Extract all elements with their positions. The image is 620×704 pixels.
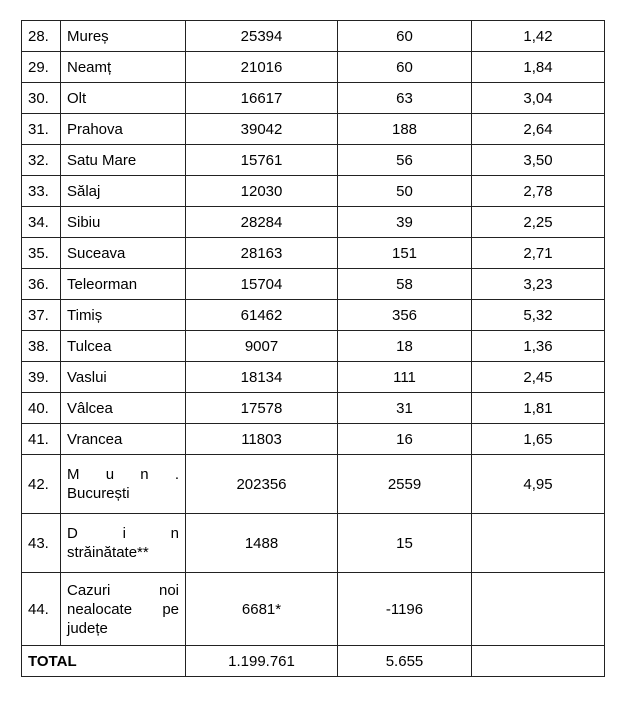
table-row <box>22 176 605 207</box>
county-name: Tulcea <box>61 331 186 362</box>
row-number: 31. <box>22 114 61 145</box>
table-row <box>22 21 605 52</box>
county-cases-table <box>21 20 605 677</box>
table-row <box>22 52 605 83</box>
total-cases: 28284 <box>186 207 338 238</box>
new-cases: 151 <box>338 238 472 269</box>
incidence-rate: 1,42 <box>472 21 605 52</box>
county-name-line1: Cazuri noi <box>67 581 179 599</box>
total-cases: 39042 <box>186 114 338 145</box>
total-cases: 6681* <box>186 573 338 646</box>
new-cases: 16 <box>338 424 472 455</box>
table-row-44 <box>22 573 605 646</box>
table-body <box>22 21 605 677</box>
row-number: 30. <box>22 83 61 114</box>
total-cases: 1488 <box>186 514 338 573</box>
row-number: 34. <box>22 207 61 238</box>
incidence-rate: 2,78 <box>472 176 605 207</box>
new-cases-sum: 5.655 <box>338 646 472 677</box>
new-cases: 58 <box>338 269 472 300</box>
new-cases: 39 <box>338 207 472 238</box>
table-row <box>22 114 605 145</box>
row-number: 43. <box>22 514 61 573</box>
row-number: 37. <box>22 300 61 331</box>
county-name-line3: județe <box>67 619 108 637</box>
new-cases: 188 <box>338 114 472 145</box>
incidence-rate: 3,23 <box>472 269 605 300</box>
table-row <box>22 207 605 238</box>
county-name-line2: nealocate pe <box>67 600 179 618</box>
total-cases: 18134 <box>186 362 338 393</box>
incidence-rate: 2,45 <box>472 362 605 393</box>
new-cases: 15 <box>338 514 472 573</box>
table-row <box>22 269 605 300</box>
incidence-rate <box>472 573 605 646</box>
incidence-rate: 2,71 <box>472 238 605 269</box>
table-row-42 <box>22 455 605 514</box>
incidence-rate: 1,65 <box>472 424 605 455</box>
table-row <box>22 83 605 114</box>
total-cases: 15761 <box>186 145 338 176</box>
total-cases: 61462 <box>186 300 338 331</box>
new-cases: -1196 <box>338 573 472 646</box>
table-row-43 <box>22 514 605 573</box>
row-number: 42. <box>22 455 61 514</box>
county-name: Suceava <box>61 238 186 269</box>
county-name-line2: București <box>67 485 130 502</box>
new-cases: 111 <box>338 362 472 393</box>
new-cases: 31 <box>338 393 472 424</box>
table-row <box>22 331 605 362</box>
row-number: 39. <box>22 362 61 393</box>
total-cases: 202356 <box>186 455 338 514</box>
table-row <box>22 424 605 455</box>
incidence-rate: 2,64 <box>472 114 605 145</box>
county-name: Vrancea <box>61 424 186 455</box>
incidence-rate: 1,81 <box>472 393 605 424</box>
county-name-line2: străinătate** <box>67 544 149 561</box>
incidence-rate: 5,32 <box>472 300 605 331</box>
row-number: 40. <box>22 393 61 424</box>
county-name: Sălaj <box>61 176 186 207</box>
new-cases: 60 <box>338 21 472 52</box>
row-number: 36. <box>22 269 61 300</box>
county-name: Neamț <box>61 52 186 83</box>
row-number: 38. <box>22 331 61 362</box>
total-cases: 25394 <box>186 21 338 52</box>
incidence-rate: 2,25 <box>472 207 605 238</box>
incidence-rate: 4,95 <box>472 455 605 514</box>
county-name <box>61 514 186 573</box>
new-cases: 50 <box>338 176 472 207</box>
new-cases: 56 <box>338 145 472 176</box>
total-cases: 17578 <box>186 393 338 424</box>
row-number: 28. <box>22 21 61 52</box>
table-row <box>22 300 605 331</box>
county-name: Vâlcea <box>61 393 186 424</box>
county-name: Vaslui <box>61 362 186 393</box>
table-row <box>22 362 605 393</box>
incidence-rate-total <box>472 646 605 677</box>
table-row-total <box>22 646 605 677</box>
total-cases: 28163 <box>186 238 338 269</box>
total-cases: 12030 <box>186 176 338 207</box>
new-cases: 18 <box>338 331 472 362</box>
total-cases: 15704 <box>186 269 338 300</box>
county-name: Olt <box>61 83 186 114</box>
new-cases: 2559 <box>338 455 472 514</box>
new-cases: 356 <box>338 300 472 331</box>
total-label: TOTAL <box>22 646 186 677</box>
county-name-line1: D i n <box>67 525 179 542</box>
county-name <box>61 573 186 646</box>
county-name: Mureș <box>61 21 186 52</box>
table-row <box>22 393 605 424</box>
row-number: 33. <box>22 176 61 207</box>
county-name-line1: M u n . <box>67 466 179 483</box>
table-row <box>22 238 605 269</box>
row-number: 41. <box>22 424 61 455</box>
row-number: 44. <box>22 573 61 646</box>
new-cases: 63 <box>338 83 472 114</box>
incidence-rate: 3,04 <box>472 83 605 114</box>
county-name: Prahova <box>61 114 186 145</box>
county-name: Teleorman <box>61 269 186 300</box>
total-cases: 11803 <box>186 424 338 455</box>
row-number: 32. <box>22 145 61 176</box>
county-name: Sibiu <box>61 207 186 238</box>
total-cases: 16617 <box>186 83 338 114</box>
county-name <box>61 455 186 514</box>
total-cases-sum: 1.199.761 <box>186 646 338 677</box>
table-row <box>22 145 605 176</box>
row-number: 35. <box>22 238 61 269</box>
incidence-rate: 1,84 <box>472 52 605 83</box>
row-number: 29. <box>22 52 61 83</box>
total-cases: 9007 <box>186 331 338 362</box>
incidence-rate <box>472 514 605 573</box>
total-cases: 21016 <box>186 52 338 83</box>
county-name: Timiș <box>61 300 186 331</box>
county-name: Satu Mare <box>61 145 186 176</box>
incidence-rate: 3,50 <box>472 145 605 176</box>
incidence-rate: 1,36 <box>472 331 605 362</box>
new-cases: 60 <box>338 52 472 83</box>
